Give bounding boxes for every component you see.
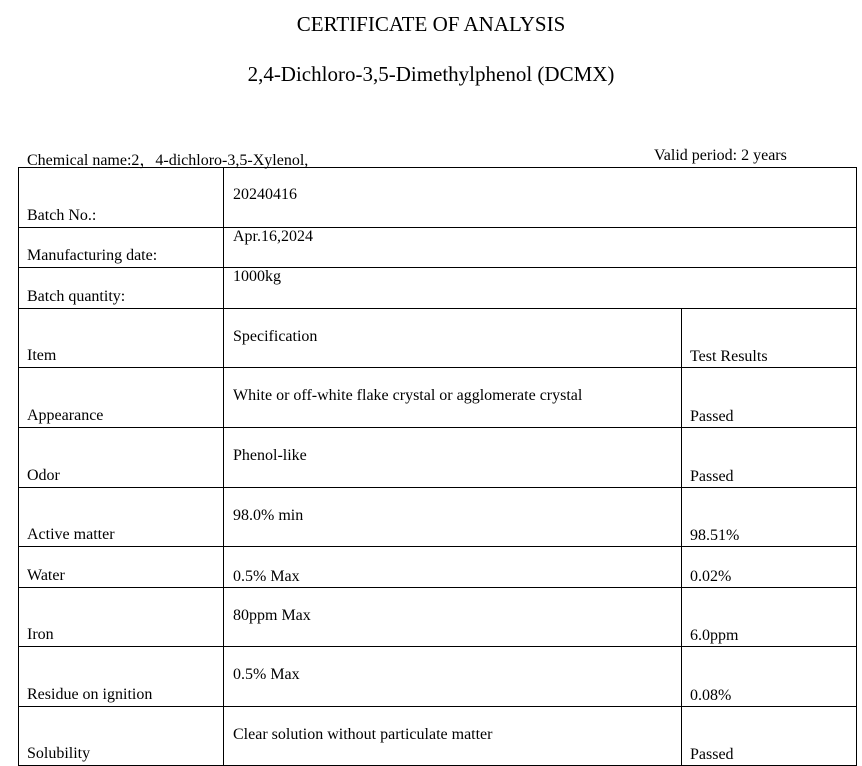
table-row: [19, 488, 857, 547]
item-cell: [19, 368, 224, 428]
result-value: Passed: [690, 468, 734, 485]
result-value: 0.02%: [690, 568, 732, 585]
item-cell: [19, 707, 224, 766]
result-value: Passed: [690, 746, 734, 763]
result-cell: [682, 547, 857, 588]
header-item-cell: [19, 309, 224, 368]
spec-value: 80ppm Max: [233, 607, 311, 624]
mfg-date-label: Manufacturing date:: [27, 247, 158, 264]
spec-value: White or off-white flake crystal or agglomerate crystal: [233, 387, 583, 404]
batch-no-label-cell: [19, 168, 224, 228]
result-cell: [682, 647, 857, 707]
batch-no-row: [19, 168, 857, 228]
spec-cell: [224, 428, 682, 488]
item-cell: [19, 547, 224, 588]
table-row: [19, 547, 857, 588]
quantity-value-cell: [224, 268, 857, 309]
mfg-date-value: Apr.16,2024: [233, 228, 313, 245]
header-results-cell: [682, 309, 857, 368]
chemical-name: Chemical name:2，4-dichloro-3,5-Xylenol,: [27, 152, 309, 169]
spec-value: Phenol-like: [233, 447, 307, 464]
header-specification: Specification: [233, 328, 318, 345]
spec-cell: [224, 547, 682, 588]
quantity-label: Batch quantity:: [27, 288, 126, 305]
result-value: 98.51%: [690, 527, 740, 544]
item-label: Appearance: [27, 407, 104, 424]
batch-no-value: 20240416: [233, 186, 297, 203]
batch-no-value-cell: [224, 168, 857, 228]
quantity-label-cell: [19, 268, 224, 309]
quantity-row: [19, 268, 857, 309]
table-header-row: [19, 309, 857, 368]
quantity-value: 1000kg: [233, 268, 281, 285]
spec-cell: [224, 368, 682, 428]
spec-value: 0.5% Max: [233, 666, 300, 683]
spec-value: Clear solution without particulate matter: [233, 726, 493, 743]
analysis-table: [18, 167, 857, 766]
mfg-date-row: [19, 228, 857, 268]
table-row: [19, 588, 857, 647]
result-value: Passed: [690, 408, 734, 425]
result-cell: [682, 588, 857, 647]
item-label: Solubility: [27, 745, 91, 762]
spec-cell: [224, 488, 682, 547]
spec-value: 98.0% min: [233, 507, 304, 524]
document-title: CERTIFICATE OF ANALYSIS: [296, 12, 566, 36]
table-row: [19, 428, 857, 488]
mfg-date-label-cell: [19, 228, 224, 268]
header-test-results: Test Results: [690, 348, 768, 365]
result-value: 6.0ppm: [690, 627, 739, 644]
product-name: 2,4-Dichloro-3,5-Dimethylphenol (DCMX): [247, 62, 615, 86]
batch-no-label: Batch No.:: [27, 207, 97, 224]
result-cell: [682, 707, 857, 766]
table-row: [19, 368, 857, 428]
header-item: Item: [27, 347, 57, 364]
item-label: Iron: [27, 626, 54, 643]
mfg-date-value-cell: [224, 228, 857, 268]
item-label: Water: [27, 567, 65, 584]
valid-period: Valid period: 2 years: [654, 147, 787, 164]
item-label: Active matter: [27, 526, 115, 543]
spec-cell: [224, 588, 682, 647]
item-cell: [19, 588, 224, 647]
item-label: Odor: [27, 467, 60, 484]
item-cell: [19, 428, 224, 488]
item-label: Residue on ignition: [27, 686, 153, 703]
result-cell: [682, 368, 857, 428]
table-row: [19, 707, 857, 766]
spec-cell: [224, 707, 682, 766]
item-cell: [19, 488, 224, 547]
result-value: 0.08%: [690, 687, 732, 704]
spec-cell: [224, 647, 682, 707]
header-spec-cell: [224, 309, 682, 368]
spec-value: 0.5% Max: [233, 568, 300, 585]
table-row: [19, 647, 857, 707]
item-cell: [19, 647, 224, 707]
result-cell: [682, 488, 857, 547]
result-cell: [682, 428, 857, 488]
